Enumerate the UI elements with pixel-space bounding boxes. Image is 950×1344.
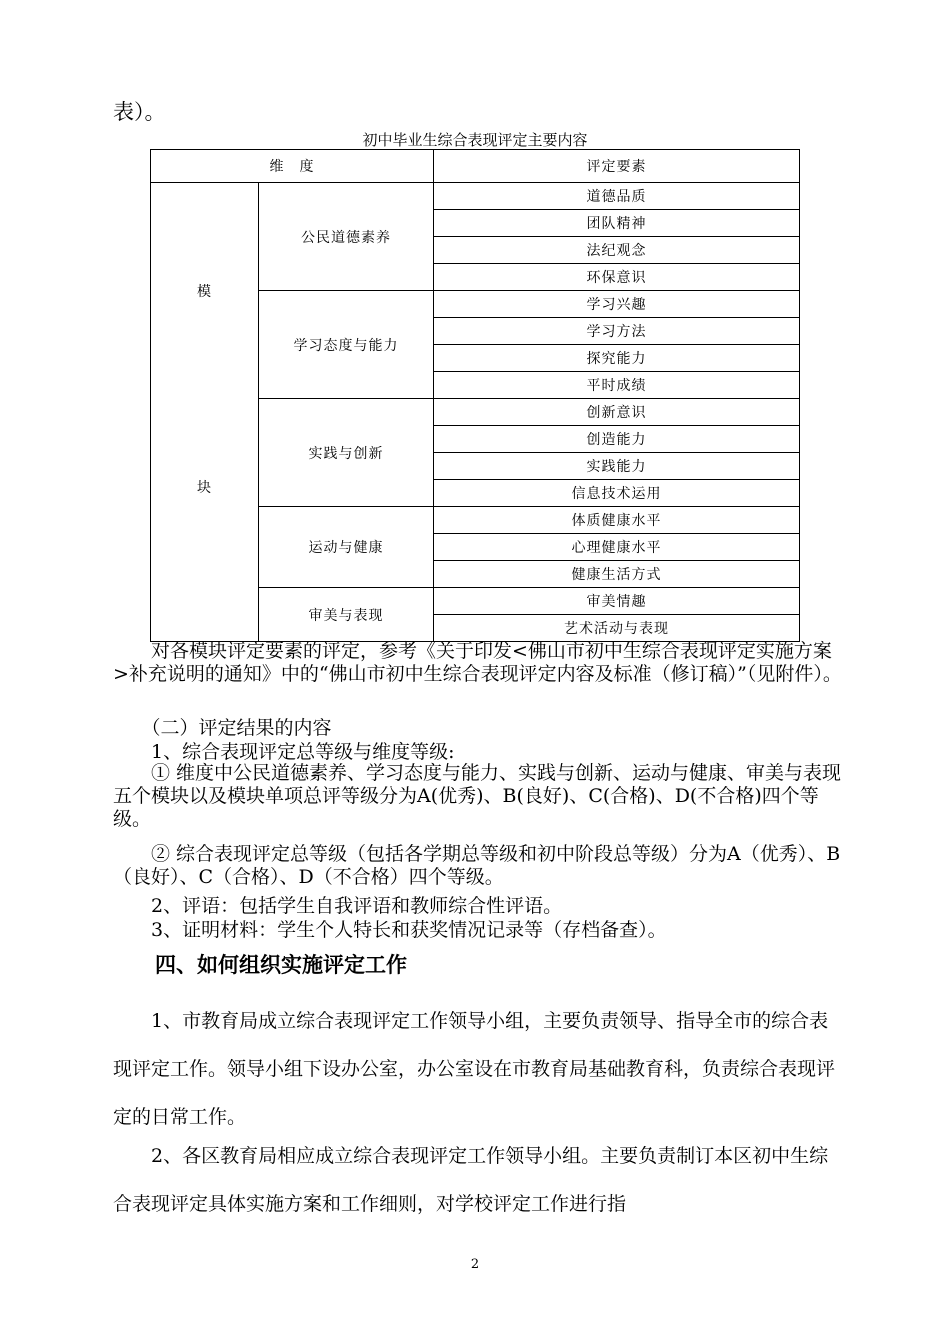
item-1-a: ① 维度中公民道德素养、学习态度与能力、实践与创新、运动与健康、审美与表现五个模块以及模块单项总评等级分为A(优秀)、B(良好)、C(合格)、D(不合格)四个等级。: [113, 762, 842, 830]
element-cell: 环保意识: [434, 264, 800, 291]
item-1: 1、综合表现评定总等级与维度等级:: [113, 741, 455, 763]
element-cell: 心理健康水平: [434, 534, 800, 561]
table-row: [151, 399, 800, 426]
element-cell: 创新意识: [434, 399, 800, 426]
module-name: 实践与创新: [259, 399, 434, 507]
module-name: 学习态度与能力: [259, 291, 434, 399]
element-cell: 学习方法: [434, 318, 800, 345]
element-cell: 审美情趣: [434, 588, 800, 615]
element-cell: 健康生活方式: [434, 561, 800, 588]
paragraph-org-2: 2、各区教育局相应成立综合表现评定工作领导小组。主要负责制订本区初中生综合表现评定具体实施方案和工作细则，对学校评定工作进行指: [113, 1145, 829, 1215]
paragraph-org-1: 1、市教育局成立综合表现评定工作领导小组，主要负责领导、指导全市的综合表现评定工作。领导小组下设办公室，办公室设在市教育局基础教育科，负责综合表现评定的日常工作。: [113, 1010, 836, 1128]
header-elements: 评定要素: [434, 150, 800, 183]
element-cell: 创造能力: [434, 426, 800, 453]
module-label-bottom: [151, 399, 259, 642]
module-label-top: 模: [151, 183, 259, 399]
item-1-b: ② 综合表现评定总等级（包括各学期总等级和初中阶段总等级）分为A（优秀）、B（良好）、C（合格）、D（不合格）四个等级。: [113, 843, 841, 888]
module-name: 运动与健康: [259, 507, 434, 588]
element-cell: 艺术活动与表现: [434, 615, 800, 642]
item-3: 3、证明材料：学生个人特长和获奖情况记录等（存档备查）。: [113, 919, 667, 941]
element-cell: 探究能力: [434, 345, 800, 372]
continuation-text: 表）。: [113, 100, 166, 124]
element-cell: 道德品质: [434, 183, 800, 210]
module-name: 公民道德素养: [259, 183, 434, 291]
element-cell: 平时成绩: [434, 372, 800, 399]
item-2: 2、评语：包括学生自我评语和教师综合性评语。: [113, 895, 563, 917]
subheading-results: （二）评定结果的内容: [113, 717, 332, 739]
module-name: 审美与表现: [259, 588, 434, 642]
section-heading: 四、如何组织实施评定工作: [155, 953, 407, 977]
table-row: [151, 183, 800, 210]
paragraph-reference: 对各模块评定要素的评定，参考《关于印发<佛山市初中生综合表现评定实施方案>补充说明的通知》中的“佛山市初中生综合表现评定内容及标准（修订稿）”（见附件）。: [113, 640, 842, 685]
table-caption: 初中毕业生综合表现评定主要内容: [362, 131, 588, 149]
element-cell: 团队精神: [434, 210, 800, 237]
element-cell: 信息技术运用: [434, 480, 800, 507]
module-label-bottom-text: 块: [197, 479, 212, 496]
element-cell: 学习兴趣: [434, 291, 800, 318]
header-dimension: 维 度: [151, 150, 434, 183]
element-cell: 法纪观念: [434, 237, 800, 264]
element-cell: 实践能力: [434, 453, 800, 480]
element-cell: 体质健康水平: [434, 507, 800, 534]
page-number: 2: [470, 1257, 480, 1272]
evaluation-table: [150, 149, 800, 642]
